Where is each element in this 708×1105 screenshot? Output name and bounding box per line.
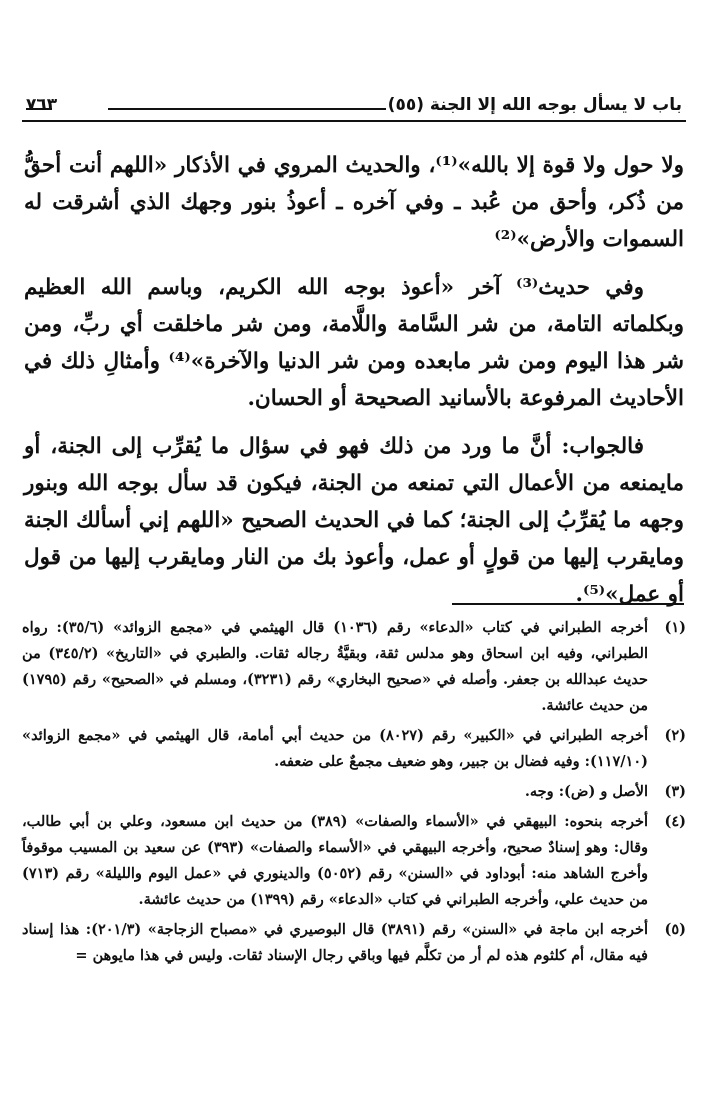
footnote-text: أخرجه بنحوه: البيهقي في «الأسماء والصفات» (٣٨٩) من حديث ابن مسعود، وعلي بن أبي طالب، وقال: وهو إسنادٌ صحيح، وأخرجه البيهقي في «الأسماء والصفات» (٣٩٣) عن سعيد بن المسيب موقوفاً وأخرج الشاهد منه: أبوداود في «السنن» رقم (٥٠٥٢) والدينوري في «عمل اليوم والليلة» رقم (٧١٣) من حديث علي، وأخرجه الطبراني في كتاب «الدعاء» رقم (١٣٩٩) من حديث عائشة. xyxy=(22,813,649,908)
running-header xyxy=(22,92,686,122)
footnote-text: أخرجه الطبراني في كتاب «الدعاء» رقم (١٠٣٦) قال الهيثمي في «مجمع الزوائد» (٣٥/٦): رواه الطبراني، وفيه ابن اسحاق وهو مدلس ثقة، وبقيَّةُ رجاله ثقات. والطبري في «التاريخ» (٣٤٥/٢) من حديث عبدالله بن جعفر. وأصله في «صحيح البخاري» رقم (٣٢٣١)، ومسلم في «الصحيح» رقم (١٧٩٥) من حديث عائشة. xyxy=(22,619,649,714)
footnote xyxy=(22,723,686,775)
footnote xyxy=(22,809,686,913)
footnotes xyxy=(22,615,686,973)
footnote-text: أخرجه الطبراني في «الكبير» رقم (٨٠٢٧) من حديث أبي أمامة، قال الهيثمي في «مجمع الزوائد» (١١٧/١٠): وفيه فضال بن جبير، وهو ضعيف مجمعٌ على ضعفه. xyxy=(22,727,648,770)
header-rule xyxy=(108,108,386,110)
chapter-title: باب لا يسأل بوجه الله إلا الجنة (٥٥) xyxy=(387,95,682,115)
footnote xyxy=(22,917,686,969)
footnote-separator xyxy=(452,603,684,605)
main-text xyxy=(24,147,684,613)
paragraph-1: ولا حول ولا قوة إلا بالله»⁽¹⁾، والحديث المروي في الأذكار «اللهم أنت أحقُّ من ذُكر، وأحق من عُبد ـ وفي آخره ـ أعوذُ بنور وجهك الذي أشرقت له السموات والأرض»⁽²⁾ xyxy=(24,153,684,252)
footnote-number: (٢) xyxy=(664,727,686,744)
footnote-number: (٤) xyxy=(664,813,686,830)
paragraph-3: فالجواب: أنَّ ما ورد من ذلك فهو في سؤال ما يُقرِّب إلى الجنة، أو مايمنعه من الأعمال التي تمنعه من الجنة، فيكون قد سأل بوجه الله وبنور وجهه ما يُقرِّبُ إلى الجنة؛ كما في الحديث الصحيح «اللهم إني أسألك الجنة ومايقرب إليها من قولٍ أو عمل، وأعوذ بك من النار ومايقرب إليها من قول أو عمل»⁽⁵⁾. xyxy=(24,434,684,607)
footnote-number: (٥) xyxy=(664,921,686,938)
footnote xyxy=(22,615,686,719)
header-underline xyxy=(22,120,686,122)
paragraph-2: وفي حديث⁽³⁾ آخر «أعوذ بوجه الله الكريم، وباسم الله العظيم وبكلماته التامة، من شر السَّامة واللَّامة، ومن شر ماخلقت أي ربِّ، ومن شر هذا اليوم ومن شر مابعده ومن شر الدنيا والآخرة»⁽⁴⁾ وأمثالِ ذلك في الأحاديث المرفوعة بالأسانيد الصحيحة أو الحسان. xyxy=(24,275,684,411)
footnote-number: (١) xyxy=(664,619,686,636)
footnote-text: أخرجه ابن ماجة في «السنن» رقم (٣٨٩١) قال البوصيري في «مصباح الزجاجة» (٢٠١/٣): هذا إسناد فيه مقال، أم كلثوم هذه لم أر من تكلَّم فيها وباقي رجال الإسناد ثقات. وليس في هذا مايوهن = xyxy=(22,921,648,964)
footnote xyxy=(22,779,686,805)
footnote-text: الأصل و (ض): وجه. xyxy=(524,783,648,800)
footnote-number: (٣) xyxy=(664,783,686,800)
page-number: ٧٦٣ xyxy=(26,95,58,115)
